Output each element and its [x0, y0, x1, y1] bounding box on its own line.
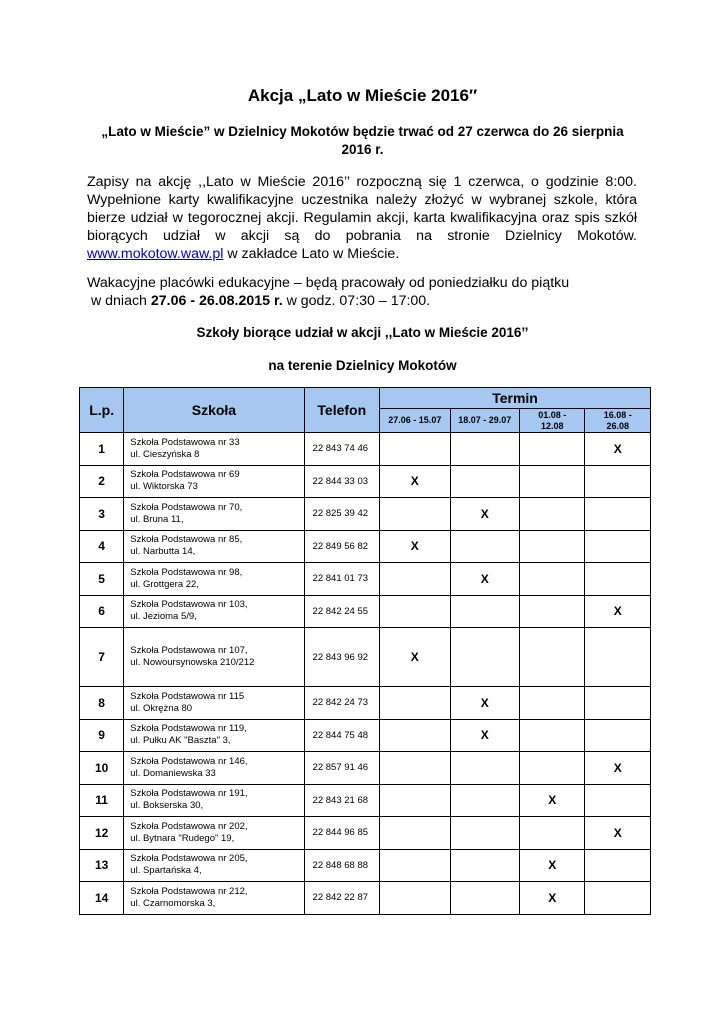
header-school: Szkoła [124, 388, 304, 433]
term-mark-2 [450, 530, 519, 563]
term-mark-4: X [585, 817, 651, 850]
school-address: ul. Nowoursynowska 210/212 [130, 657, 255, 668]
term-mark-1 [380, 687, 450, 720]
table-row [80, 752, 651, 785]
term-mark-1 [380, 784, 450, 817]
website-link[interactable]: www.mokotow.waw.pl [87, 246, 224, 262]
school-cell [124, 465, 304, 498]
header-range-3: 01.08 - 12.08 [520, 409, 585, 433]
phone-cell: 22 849 56 82 [304, 530, 380, 563]
term-mark-1 [380, 849, 450, 882]
school-cell [124, 752, 304, 785]
phone-cell: 22 857 91 46 [304, 752, 380, 785]
table-row [80, 687, 651, 720]
school-cell [124, 687, 304, 720]
term-mark-3 [520, 752, 585, 785]
school-name: Szkoła Podstawowa nr 69 [130, 469, 240, 481]
term-mark-4 [585, 849, 651, 882]
table-row [80, 849, 651, 882]
table-row [80, 719, 651, 752]
school-address: ul. Czarnomorska 3, [130, 897, 216, 909]
school-address: ul. Pułku AK "Baszta" 3, [130, 735, 231, 747]
term-mark-3 [520, 465, 585, 498]
intro-after-link: w zakładce Lato w Mieście. [223, 246, 400, 262]
header-termin: Termin [380, 388, 651, 409]
school-address: ul. Bruna 11, [130, 513, 184, 525]
header-lp: L.p. [80, 388, 124, 433]
school-name: Szkoła Podstawowa nr 119, [130, 723, 247, 735]
row-number: 6 [80, 595, 124, 628]
term-mark-3 [520, 433, 585, 466]
table-row [80, 882, 651, 915]
schedule-text: Wakacyjne placówki edukacyjne – będą pracowały od poniedziałku do piątku [87, 275, 570, 291]
phone-cell: 22 842 24 55 [304, 595, 380, 628]
school-name: Szkoła Podstawowa nr 191, [130, 788, 248, 800]
term-mark-1 [380, 595, 450, 628]
phone-cell: 22 848 68 88 [304, 849, 380, 882]
subtitle: „Lato w Mieście” w Dzielnicy Mokotów będzie trwać od 27 czerwca do 26 sierpnia 2016 r. [101, 124, 624, 157]
term-mark-4 [585, 498, 651, 531]
school-name: Szkoła Podstawowa nr 146, [130, 755, 248, 767]
header-range-2: 18.07 - 29.07 [450, 409, 519, 433]
school-name: Szkoła Podstawowa nr 98, [130, 566, 243, 578]
schools-table [79, 387, 651, 915]
school-name: Szkoła Podstawowa nr 103, [130, 599, 248, 611]
term-mark-3: X [520, 784, 585, 817]
row-number: 5 [80, 563, 124, 596]
header-range-1: 27.06 - 15.07 [380, 409, 450, 433]
row-number: 1 [80, 433, 124, 466]
term-mark-2 [450, 433, 519, 466]
row-number: 11 [80, 784, 124, 817]
row-number: 2 [80, 465, 124, 498]
schedule-dates: 27.06 - 26.08.2015 r. [150, 293, 283, 309]
school-address: ul. Okrężna 80 [130, 702, 193, 714]
term-mark-2: X [450, 563, 519, 596]
table-row [80, 530, 651, 563]
term-mark-2: X [450, 719, 519, 752]
term-mark-2: X [450, 687, 519, 720]
school-address: ul. Wiktorska 73 [130, 481, 198, 493]
term-mark-1 [380, 563, 450, 596]
phone-cell: 22 843 96 92 [304, 628, 380, 687]
intro-paragraph [87, 173, 637, 263]
term-mark-2 [450, 628, 519, 687]
page-title: Akcja „Lato w Mieście 2016″ [247, 86, 478, 105]
table-row [80, 784, 651, 817]
term-mark-3 [520, 687, 585, 720]
term-mark-3 [520, 595, 585, 628]
school-name: Szkoła Podstawowa nr 205, [130, 853, 248, 865]
schedule-prefix: w dniach [90, 293, 151, 309]
school-name: Szkoła Podstawowa nr 33 [130, 436, 240, 448]
term-mark-4 [585, 784, 651, 817]
phone-cell: 22 842 24 73 [304, 687, 380, 720]
term-mark-1: X [380, 628, 450, 687]
header-range-4: 16.08 - 26.08 [585, 409, 651, 433]
term-mark-4 [585, 719, 651, 752]
intro-text: Zapisy na akcję ,,Lato w Mieście 2016’’ rozpoczną się 1 czerwca, o godzinie 8:00. Wypełnione karty kwalifikacyjne uczestnika należy złożyć w wybranej szkole, która bierze udział w tegorocznej akcji. Regulamin akcji, karta kwalifikacyjna oraz spis szkół biorących udział w akcji są do pobrania na stronie Dzielnicy Mokotów. [87, 174, 637, 244]
table-body [80, 433, 651, 915]
school-address: ul. Jezioma 5/9, [130, 611, 197, 623]
term-mark-4 [585, 687, 651, 720]
school-name: Szkoła Podstawowa nr 115 [130, 690, 245, 702]
row-number: 3 [80, 498, 124, 531]
term-mark-4 [585, 882, 651, 915]
header-phone: Telefon [304, 388, 380, 433]
row-number: 4 [80, 530, 124, 563]
school-address: ul. Cieszyńska 8 [130, 448, 200, 460]
term-mark-2 [450, 784, 519, 817]
row-number: 12 [80, 817, 124, 850]
table-row [80, 465, 651, 498]
table-row [80, 498, 651, 531]
table-row [80, 595, 651, 628]
school-cell [124, 817, 304, 850]
phone-cell: 22 843 74 46 [304, 433, 380, 466]
term-mark-3 [520, 498, 585, 531]
term-mark-4: X [585, 433, 651, 466]
term-mark-4 [585, 563, 651, 596]
schools-heading: Szkoły biorące udział w akcji ,,Lato w Mieście 2016’’ [196, 325, 529, 340]
term-mark-2 [450, 465, 519, 498]
phone-cell: 22 844 96 85 [304, 817, 380, 850]
school-cell [124, 784, 304, 817]
phone-cell: 22 841 01 73 [304, 563, 380, 596]
school-cell [124, 628, 304, 687]
school-address: ul. Narbutta 14, [130, 546, 196, 558]
term-mark-3 [520, 817, 585, 850]
school-cell [124, 882, 304, 915]
row-number: 10 [80, 752, 124, 785]
school-address: ul. Bytnara "Rudego" 19, [130, 832, 235, 844]
school-name: Szkoła Podstawowa nr 85, [130, 534, 243, 546]
table-row [80, 628, 651, 687]
phone-cell: 22 843 21 68 [304, 784, 380, 817]
school-address: ul. Grottgera 22, [130, 578, 199, 590]
term-mark-3 [520, 563, 585, 596]
school-name: Szkoła Podstawowa nr 202, [130, 820, 248, 832]
term-mark-1 [380, 719, 450, 752]
school-name: Szkoła Podstawowa nr 212, [130, 885, 248, 897]
school-address: ul. Bokserska 30, [130, 800, 204, 812]
phone-cell: 22 842 22 87 [304, 882, 380, 915]
schedule-paragraph [87, 274, 637, 310]
term-mark-4 [585, 530, 651, 563]
row-number: 8 [80, 687, 124, 720]
term-mark-4 [585, 628, 651, 687]
term-mark-2 [450, 882, 519, 915]
school-cell [124, 530, 304, 563]
term-mark-1: X [380, 530, 450, 563]
term-mark-3 [520, 530, 585, 563]
term-mark-2: X [450, 498, 519, 531]
term-mark-4 [585, 465, 651, 498]
term-mark-2 [450, 752, 519, 785]
term-mark-3 [520, 628, 585, 687]
phone-cell: 22 844 33 03 [304, 465, 380, 498]
table-row [80, 433, 651, 466]
district-heading: na terenie Dzielnicy Mokotów [268, 358, 457, 373]
school-cell [124, 563, 304, 596]
term-mark-2 [450, 817, 519, 850]
term-mark-3: X [520, 882, 585, 915]
school-address: ul. Spartańska 4, [130, 865, 202, 877]
term-mark-3 [520, 719, 585, 752]
term-mark-2 [450, 849, 519, 882]
phone-cell: 22 825 39 42 [304, 498, 380, 531]
schedule-suffix: w godz. 07:30 – 17:00. [282, 293, 431, 309]
term-mark-1: X [380, 465, 450, 498]
term-mark-1 [380, 752, 450, 785]
school-name: Szkoła Podstawowa nr 70, [130, 501, 243, 513]
row-number: 7 [80, 628, 124, 687]
school-address: ul. Domaniewska 33 [130, 767, 216, 779]
term-mark-4: X [585, 595, 651, 628]
phone-cell: 22 844 75 48 [304, 719, 380, 752]
term-mark-2 [450, 595, 519, 628]
term-mark-3: X [520, 849, 585, 882]
school-cell [124, 595, 304, 628]
term-mark-1 [380, 817, 450, 850]
school-name: Szkoła Podstawowa nr 107, [130, 645, 248, 656]
school-cell [124, 849, 304, 882]
school-cell [124, 433, 304, 466]
row-number: 13 [80, 849, 124, 882]
school-cell [124, 498, 304, 531]
table-row [80, 563, 651, 596]
row-number: 9 [80, 719, 124, 752]
term-mark-4: X [585, 752, 651, 785]
table-row [80, 817, 651, 850]
term-mark-1 [380, 498, 450, 531]
term-mark-1 [380, 882, 450, 915]
term-mark-1 [380, 433, 450, 466]
row-number: 14 [80, 882, 124, 915]
school-cell [124, 719, 304, 752]
